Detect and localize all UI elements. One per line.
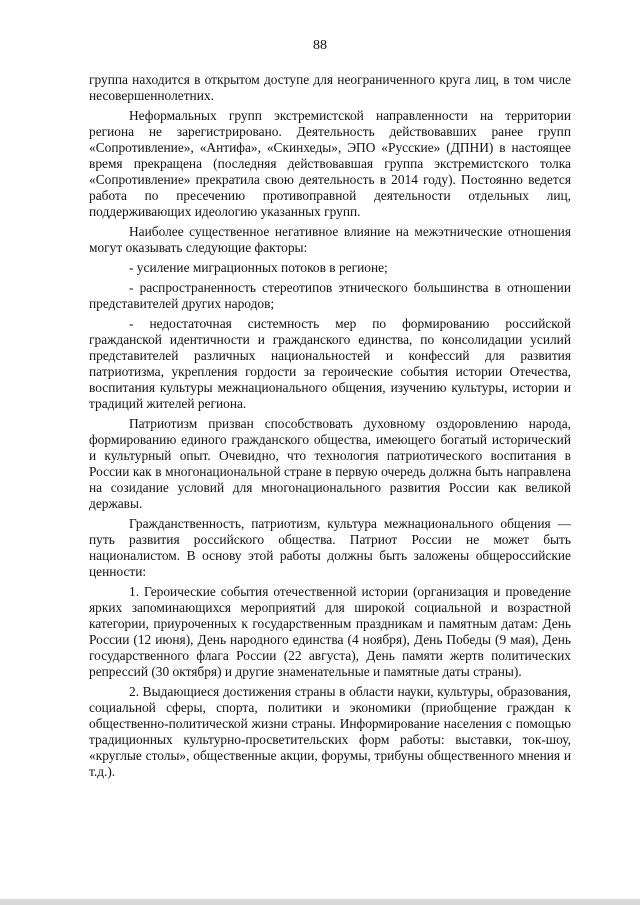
scan-bottom-edge <box>0 899 640 905</box>
paragraph-extremist-groups: Неформальных групп экстремистской направленности на территории региона не зарегистрировано. Деятельность действовавших ранее групп «Сопротивление», «Антифа», «Скинхеды», ЭПО «Русские» (ДПНИ) в настоящее время прекращена (последняя действовавшая группа экстремистского толка «Сопротивление» прекратила свою деятельность в 2014 году). Постоянно ведется работа по пресечению противоправной деятельности отдельных лиц, поддерживающих идеологию указанных групп. <box>89 108 571 219</box>
list-item-stereotypes: - распространенность стереотипов этнического большинства в отношении представителей других народов; <box>89 280 571 311</box>
paragraph-citizenship: Гражданственность, патриотизм, культура межнационального общения — путь развития российского общества. Патриот России не может быть националистом. В основу этой работы должны быть заложены общероссийские ценности: <box>89 516 571 579</box>
paragraph-patriotism: Патриотизм призван способствовать духовному оздоровлению народа, формированию единого гражданского общества, имеющего богатый исторический и культурный опыт. Очевидно, что технология патриотического воспитания в России как в многонациональной стране в первую очередь должна быть направлена на созидание условий для многонационального развития России как великой державы. <box>89 416 571 511</box>
list-item-migration: - усиление миграционных потоков в регионе; <box>129 260 388 275</box>
list-item-insufficient-measures: - недостаточная системность мер по формированию российской гражданской идентичности и гражданского единства, по консолидации усилий представителей различных национальностей и конфессий для развития патриотизма, укрепления гордости за героические события истории Отечества, воспитания культуры межнационального общения, изучению культуры, истории и традиций жителей региона. <box>89 316 571 411</box>
page-number: 88 <box>313 38 327 53</box>
paragraph-factors-intro: Наиболее существенное негативное влияние на межэтнические отношения могут оказывать следующие факторы: <box>89 224 571 255</box>
numbered-item-achievements: 2. Выдающиеся достижения страны в области науки, культуры, образования, социальной сферы, спорта, политики и экономики (приобщение граждан к общественно-политической жизни страны. Информирование населения с помощью традиционных культурно-просветительских форм работы: выставки, ток-шоу, «круглые столы», общественные акции, форумы, трибуны общественного мнения и т.д.). <box>89 684 571 779</box>
document-body <box>89 72 571 784</box>
numbered-item-heroic-events: 1. Героические события отечественной истории (организация и проведение ярких запоминающихся мероприятий для широкой социальной и возрастной категории, приуроченных к государственным праздникам и памятным датам: День России (12 июня), День народного единства (4 ноября), День Победы (9 мая), День государственного флага России (22 августа), День памяти жертв политических репрессий (30 октября) и другие знаменательные и памятные даты страны). <box>89 584 571 679</box>
paragraph-continuation: группа находится в открытом доступе для неограниченного круга лиц, в том числе несовершеннолетних. <box>89 72 571 103</box>
